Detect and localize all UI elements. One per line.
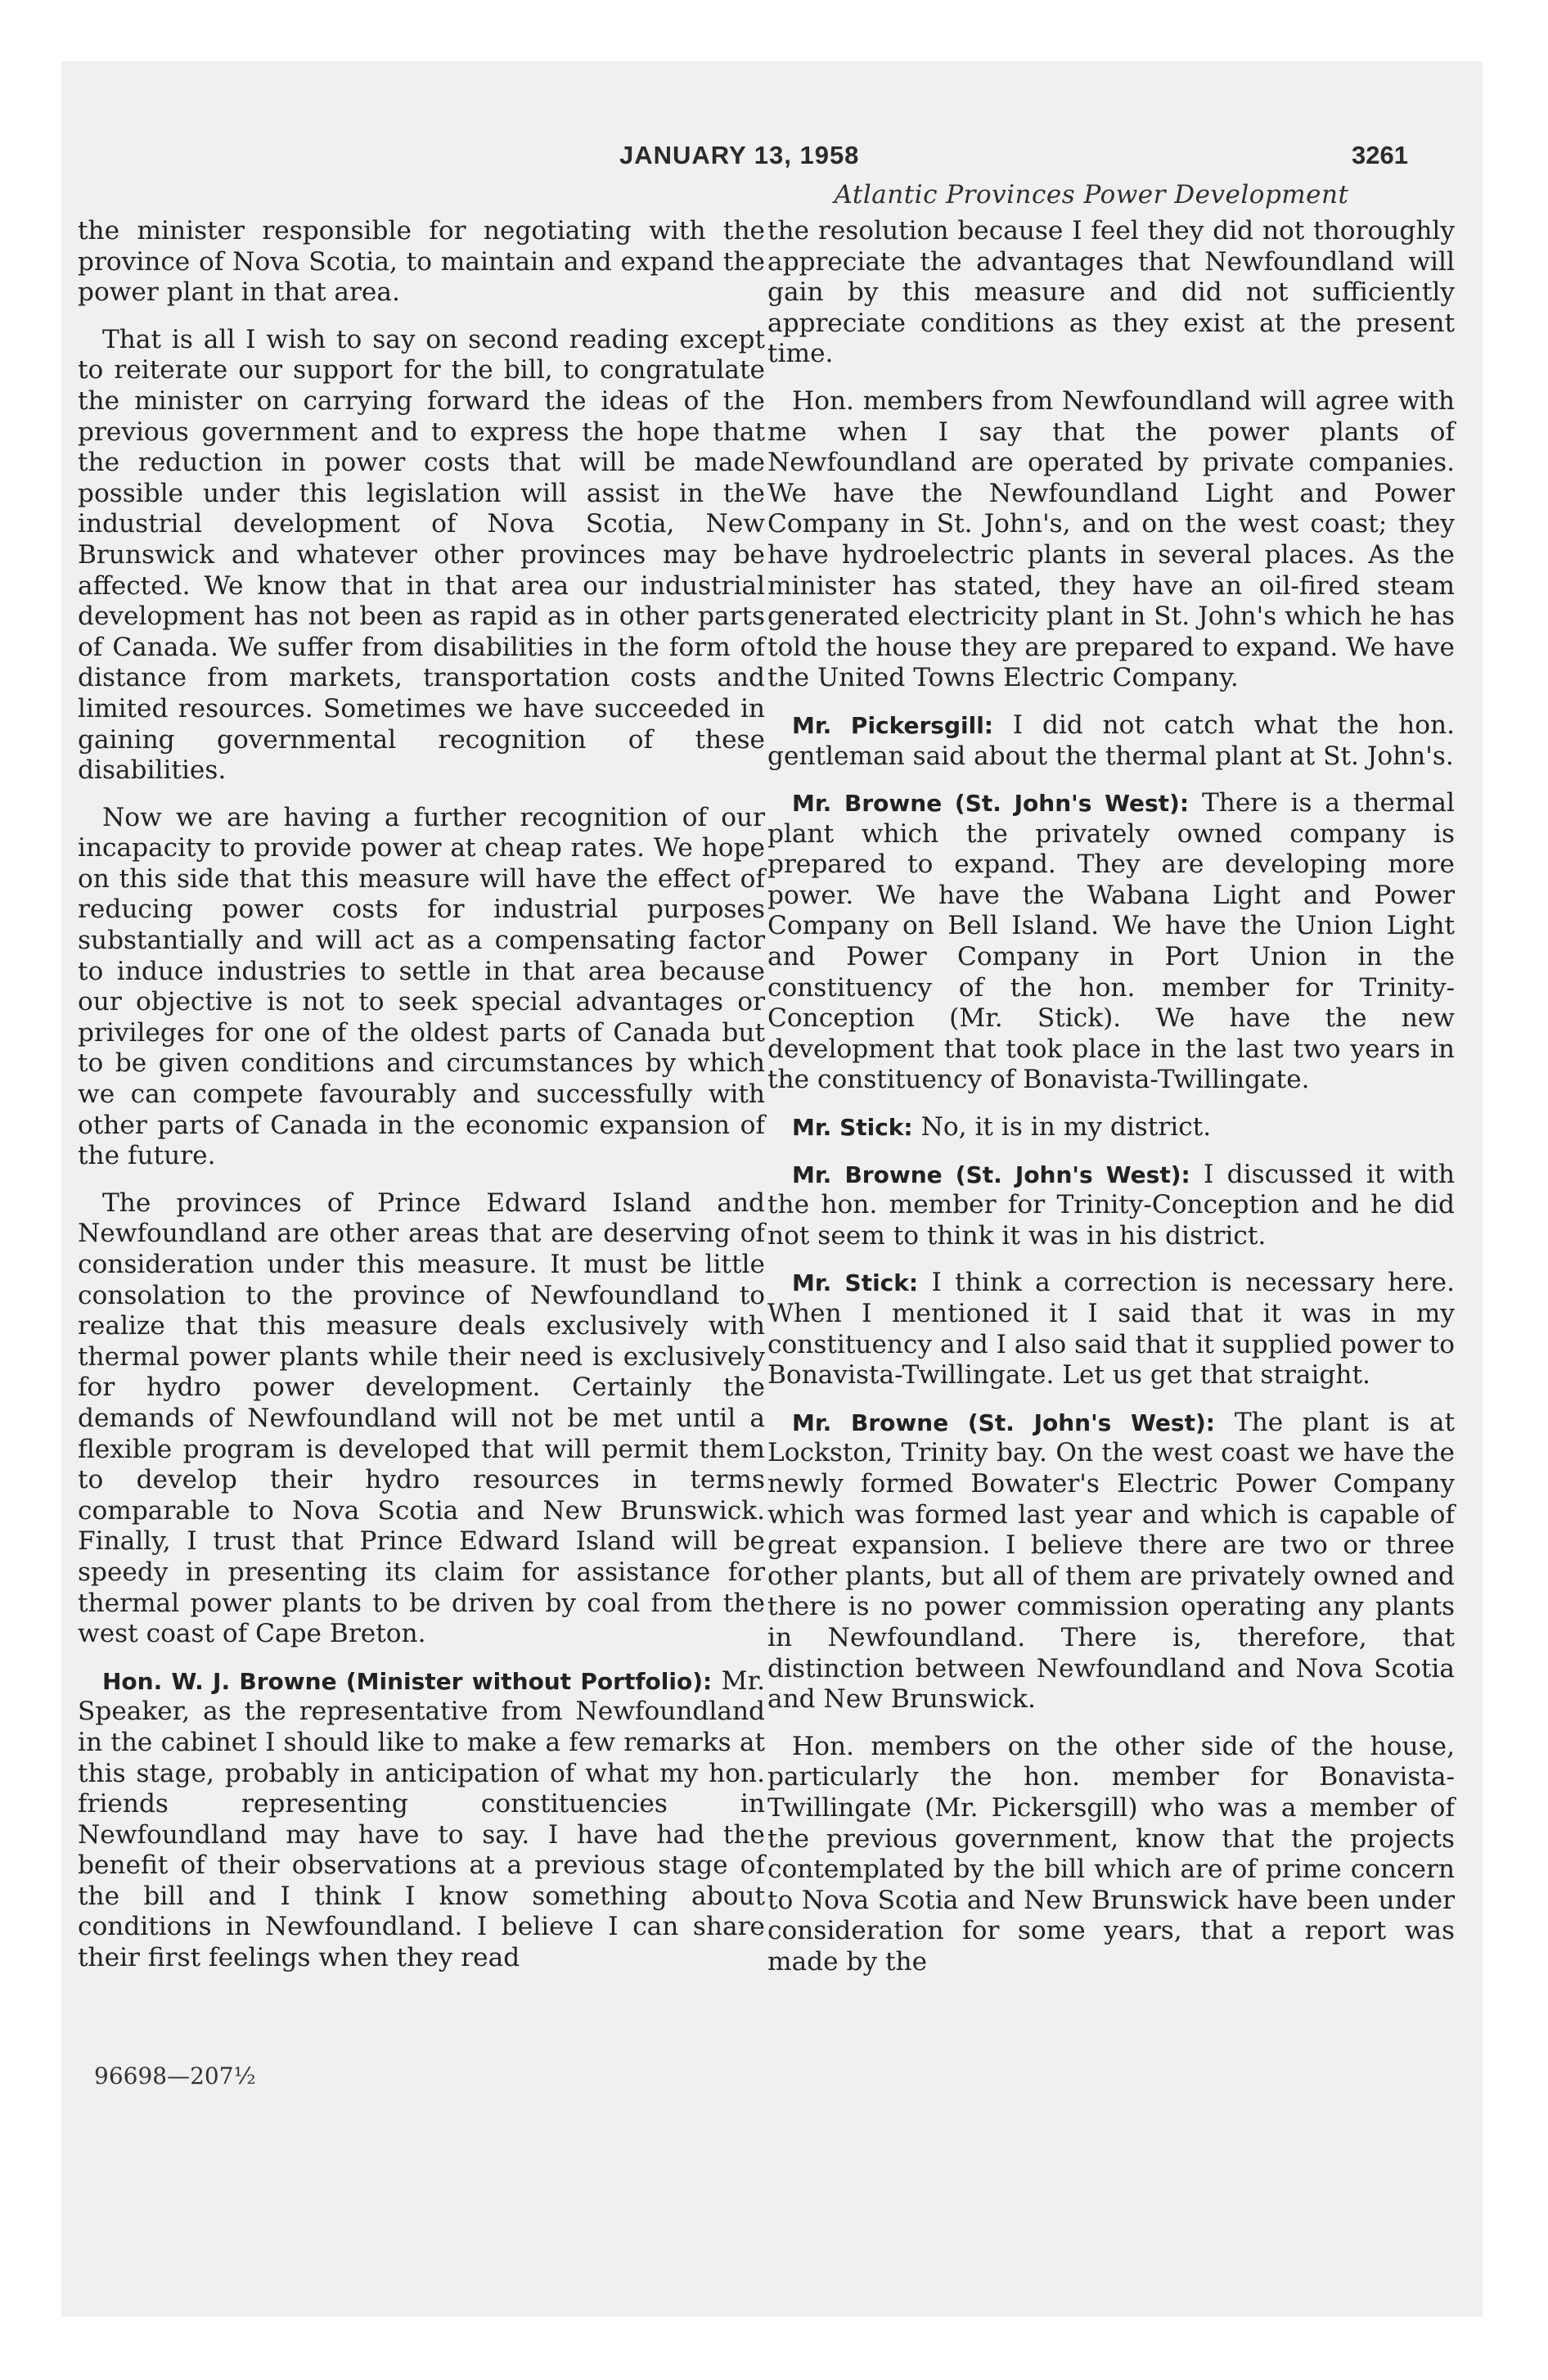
speech-text: There is a thermal plant which the privately owned company is prepared to expand. They are developing more power. We have the Wabana Light and Power Company on Bell Island. We have the Union Light and Power Company in Port Union in the constituency of the hon. member for Trinity-Conception (Mr. Stick). We have the new development that took place in the last two years in the constituency of Bonavista-Twillingate. — [767, 788, 1455, 1095]
speech-paragraph — [78, 1666, 765, 1974]
paragraph: Hon. members from Newfoundland will agree with me when I say that the power plants of Newfoundland are operated by private companies. We have the Newfoundland Light and Power Company in St. John's, and on the west coast; they have hydroelectric plants in several places. As the minister has stated, they have an oil-fired steam generated electricity plant in St. John's which he has told the house they are prepared to expand. We have the United Towns Electric Company. — [767, 385, 1455, 693]
speaker-name: Mr. Browne (St. John's West): — [792, 790, 1190, 818]
speech-paragraph — [767, 788, 1455, 1096]
speech-text: No, it is in my district. — [920, 1112, 1212, 1143]
paragraph: Hon. members on the other side of the house, particularly the hon. member for Bonavista-Twillingate (Mr. Pickersgill) who was a member of the previous government, know that the projects contemplated by the bill which are of prime concern to Nova Scotia and New Brunswick have been under consideration for some years, that a report was made by the — [767, 1731, 1455, 1977]
speaker-name: Mr. Browne (St. John's West): — [792, 1409, 1215, 1436]
paragraph: That is all I wish to say on second reading except to reiterate our support for the bill, to congratulate the minister on carrying forward the ideas of the previous government and to express the hope that the reduction in power costs that will be made possible under this legislation will assist in the industrial development of Nova Scotia, New Brunswick and whatever other provinces may be affected. We know that in that area our industrial development has not been as rapid as in other parts of Canada. We suffer from disabilities in the form of distance from markets, transportation costs and limited resources. Sometimes we have succeeded in gaining governmental recognition of these disabilities. — [78, 324, 765, 786]
page-number: 3261 — [1352, 141, 1408, 169]
speech-paragraph — [767, 1268, 1455, 1391]
speech-text: Mr. Speaker, as the representative from Newfoundland in the cabinet I should like to make a few remarks at this stage, probably in anticipation of what my hon. friends representing constituencies in Newfoundland may have to say. I have had the benefit of their observations at a previous stage of the bill and I think I know something about conditions in Newfoundland. I believe I can share their first feelings when they read — [78, 1666, 765, 1973]
speaker-name: Mr. Browne (St. John's West): — [792, 1161, 1190, 1188]
paragraph: The provinces of Prince Edward Island and Newfoundland are other areas that are deserving of consideration under this measure. It must be little consolation to the province of Newfoundland to realize that this measure deals exclusively with thermal power plants while their need is exclusively for hydro power development. Certainly the demands of Newfoundland will not be met until a flexible program is developed that will permit them to develop their hydro resources in terms comparable to Nova Scotia and New Brunswick. Finally, I trust that Prince Edward Island will be speedy in presenting its claim for assistance for thermal power plants to be driven by coal from the west coast of Cape Breton. — [78, 1188, 765, 1649]
right-column — [767, 216, 1455, 1994]
speech-paragraph — [767, 1112, 1455, 1143]
speaker-name: Mr. Stick: — [792, 1114, 913, 1142]
paragraph: the minister responsible for negotiating with the province of Nova Scotia, to maintain and expand the power plant in that area. — [78, 216, 765, 308]
speech-text: I think a correction is necessary here. When I mentioned it I said that it was in my constituency and I also said that it supplied power to Bonavista-Twillingate. Let us get that straight. — [767, 1268, 1455, 1391]
paragraph: the resolution because I feel they did not thoroughly appreciate the advantages that Newfoundland will gain by this measure and did not sufficiently appreciate conditions as they exist at the present time. — [767, 216, 1455, 369]
speaker-name: Mr. Pickersgill: — [792, 711, 994, 739]
speech-paragraph — [767, 1160, 1455, 1252]
running-title: Atlantic Provinces Power Development — [834, 180, 1349, 210]
speech-text: The plant is at Lockston, Trinity bay. On the west coast we have the newly formed Bowater's Electric Power Company which was formed last year and which is capable of great expansion. I believe there are two or three other plants, but all of them are privately owned and there is no power commission operating any plants in Newfoundland. There is, therefore, that distinction between Newfoundland and Nova Scotia and New Brunswick. — [767, 1407, 1456, 1715]
paragraph: Now we are having a further recognition of our incapacity to provide power at cheap rates. We hope on this side that this measure will have the effect of reducing power costs for industrial purposes substantially and will act as a compensating factor to induce industries to settle in that area because our objective is not to seek special advantages or privileges for one of the oldest parts of Canada but to be given conditions and circumstances by which we can compete favourably and successfully with other parts of Canada in the economic expansion of the future. — [78, 802, 765, 1171]
speech-text: I did not catch what the hon. gentleman said about the thermal plant at St. John's. — [767, 710, 1456, 771]
speech-text: I discussed it with the hon. member for Trinity-Conception and he did not seem to think it was in his district. — [767, 1159, 1455, 1251]
page-date: JANUARY 13, 1958 — [619, 141, 860, 169]
speech-paragraph — [767, 710, 1455, 772]
speaker-name: Hon. W. J. Browne (Minister without Portfolio): — [102, 1667, 713, 1695]
speech-paragraph — [767, 1408, 1455, 1715]
left-column — [78, 216, 765, 1990]
printer-signature: 96698—207½ — [94, 2062, 256, 2089]
speaker-name: Mr. Stick: — [792, 1269, 919, 1297]
